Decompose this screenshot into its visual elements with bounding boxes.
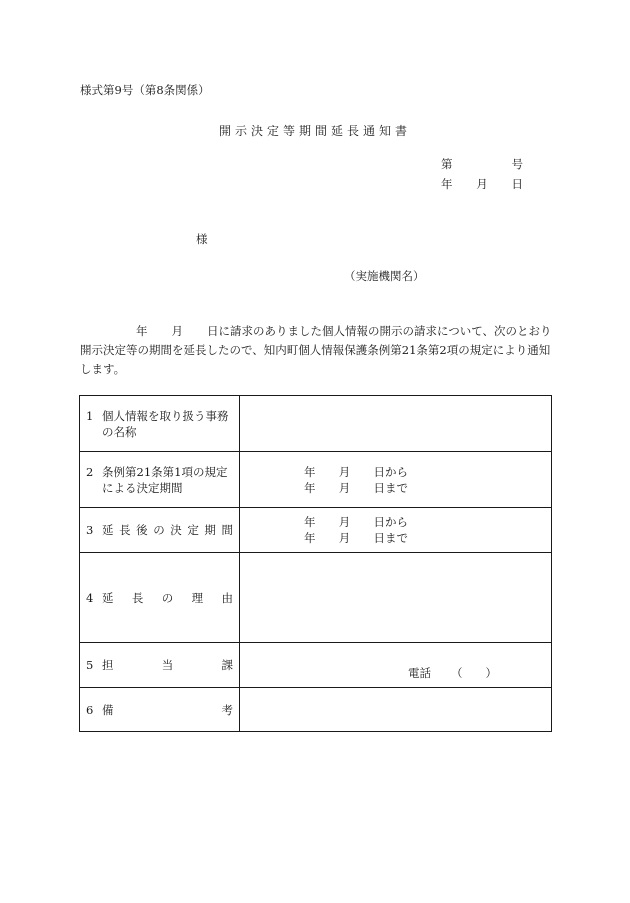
row-label [80, 688, 240, 732]
row-value[interactable] [240, 452, 552, 508]
row-label-text: 担 当 課 [102, 658, 233, 672]
row-label-text: 延 長 後 の 決 定 期 間 [102, 523, 233, 537]
row-label [80, 452, 240, 508]
doc-date-day: 日 [511, 177, 523, 191]
date-month: 月 [338, 464, 351, 479]
phone-label: 電話 [408, 666, 431, 680]
row-label [80, 508, 240, 553]
date-year: 年 [304, 480, 316, 495]
row-number: 1 [86, 408, 94, 423]
date-year: 年 [304, 531, 316, 545]
extension-details-table [79, 395, 552, 732]
body-text: 日に請求のありました個人情報の開示の請求について、次のとおり開示決定等の期間を延長したので、知内町個人情報保護条例第21条第2項の規定により通知します。 [80, 324, 552, 376]
row-label-text: 備 考 [102, 702, 233, 717]
document-number [441, 156, 523, 172]
date-month: 月 [338, 531, 351, 545]
table-row [80, 452, 552, 508]
row-value[interactable] [240, 396, 552, 452]
row-label-text: 延 長 の 理 由 [102, 590, 233, 605]
phone-parens: （ ） [451, 666, 497, 680]
form-id: 様式第9号（第8条関係） [80, 83, 210, 97]
date-year: 年 [304, 515, 316, 529]
addressee: 様 [196, 232, 208, 246]
row-label [80, 643, 240, 688]
row-number: 5 [86, 658, 94, 672]
row-label-text: 個人情報を取り扱う事務の名称 [102, 408, 229, 439]
date-month: 月 [338, 515, 351, 529]
doc-date-month: 月 [476, 177, 488, 191]
date-to [304, 530, 408, 546]
table-row [80, 553, 552, 643]
issuing-agency: （実施機関名） [344, 269, 425, 283]
date-from [304, 514, 408, 530]
row-number: 4 [86, 590, 94, 605]
notice-body [80, 322, 555, 379]
body-year: 年 [136, 324, 148, 338]
doc-number-suffix: 号 [511, 157, 523, 171]
row-value[interactable] [240, 553, 552, 643]
date-day: 日から [373, 515, 408, 529]
row-number: 6 [86, 702, 94, 717]
doc-number-prefix: 第 [441, 157, 453, 171]
date-day: 日から [373, 464, 408, 479]
date-to [304, 480, 408, 496]
table-row [80, 643, 552, 688]
row-number: 2 [86, 464, 94, 479]
row-value[interactable] [240, 688, 552, 732]
row-number: 3 [86, 523, 94, 537]
row-value[interactable] [240, 508, 552, 553]
table-row [80, 688, 552, 732]
table-row [80, 508, 552, 553]
date-day: 日まで [373, 480, 408, 495]
document-title: 開示決定等期間延長通知書 [218, 124, 411, 138]
date-month: 月 [338, 480, 351, 495]
row-label [80, 396, 240, 452]
table-row [80, 396, 552, 452]
date-year: 年 [304, 464, 316, 479]
date-day: 日まで [373, 531, 408, 545]
date-from [304, 464, 408, 480]
phone-field [240, 649, 551, 681]
row-value[interactable] [240, 643, 552, 688]
body-month: 月 [171, 324, 183, 338]
document-date [441, 176, 523, 192]
doc-date-year: 年 [441, 177, 453, 191]
row-label [80, 553, 240, 643]
row-label-text: 条例第21条第1項の規定による決定期間 [102, 464, 228, 495]
